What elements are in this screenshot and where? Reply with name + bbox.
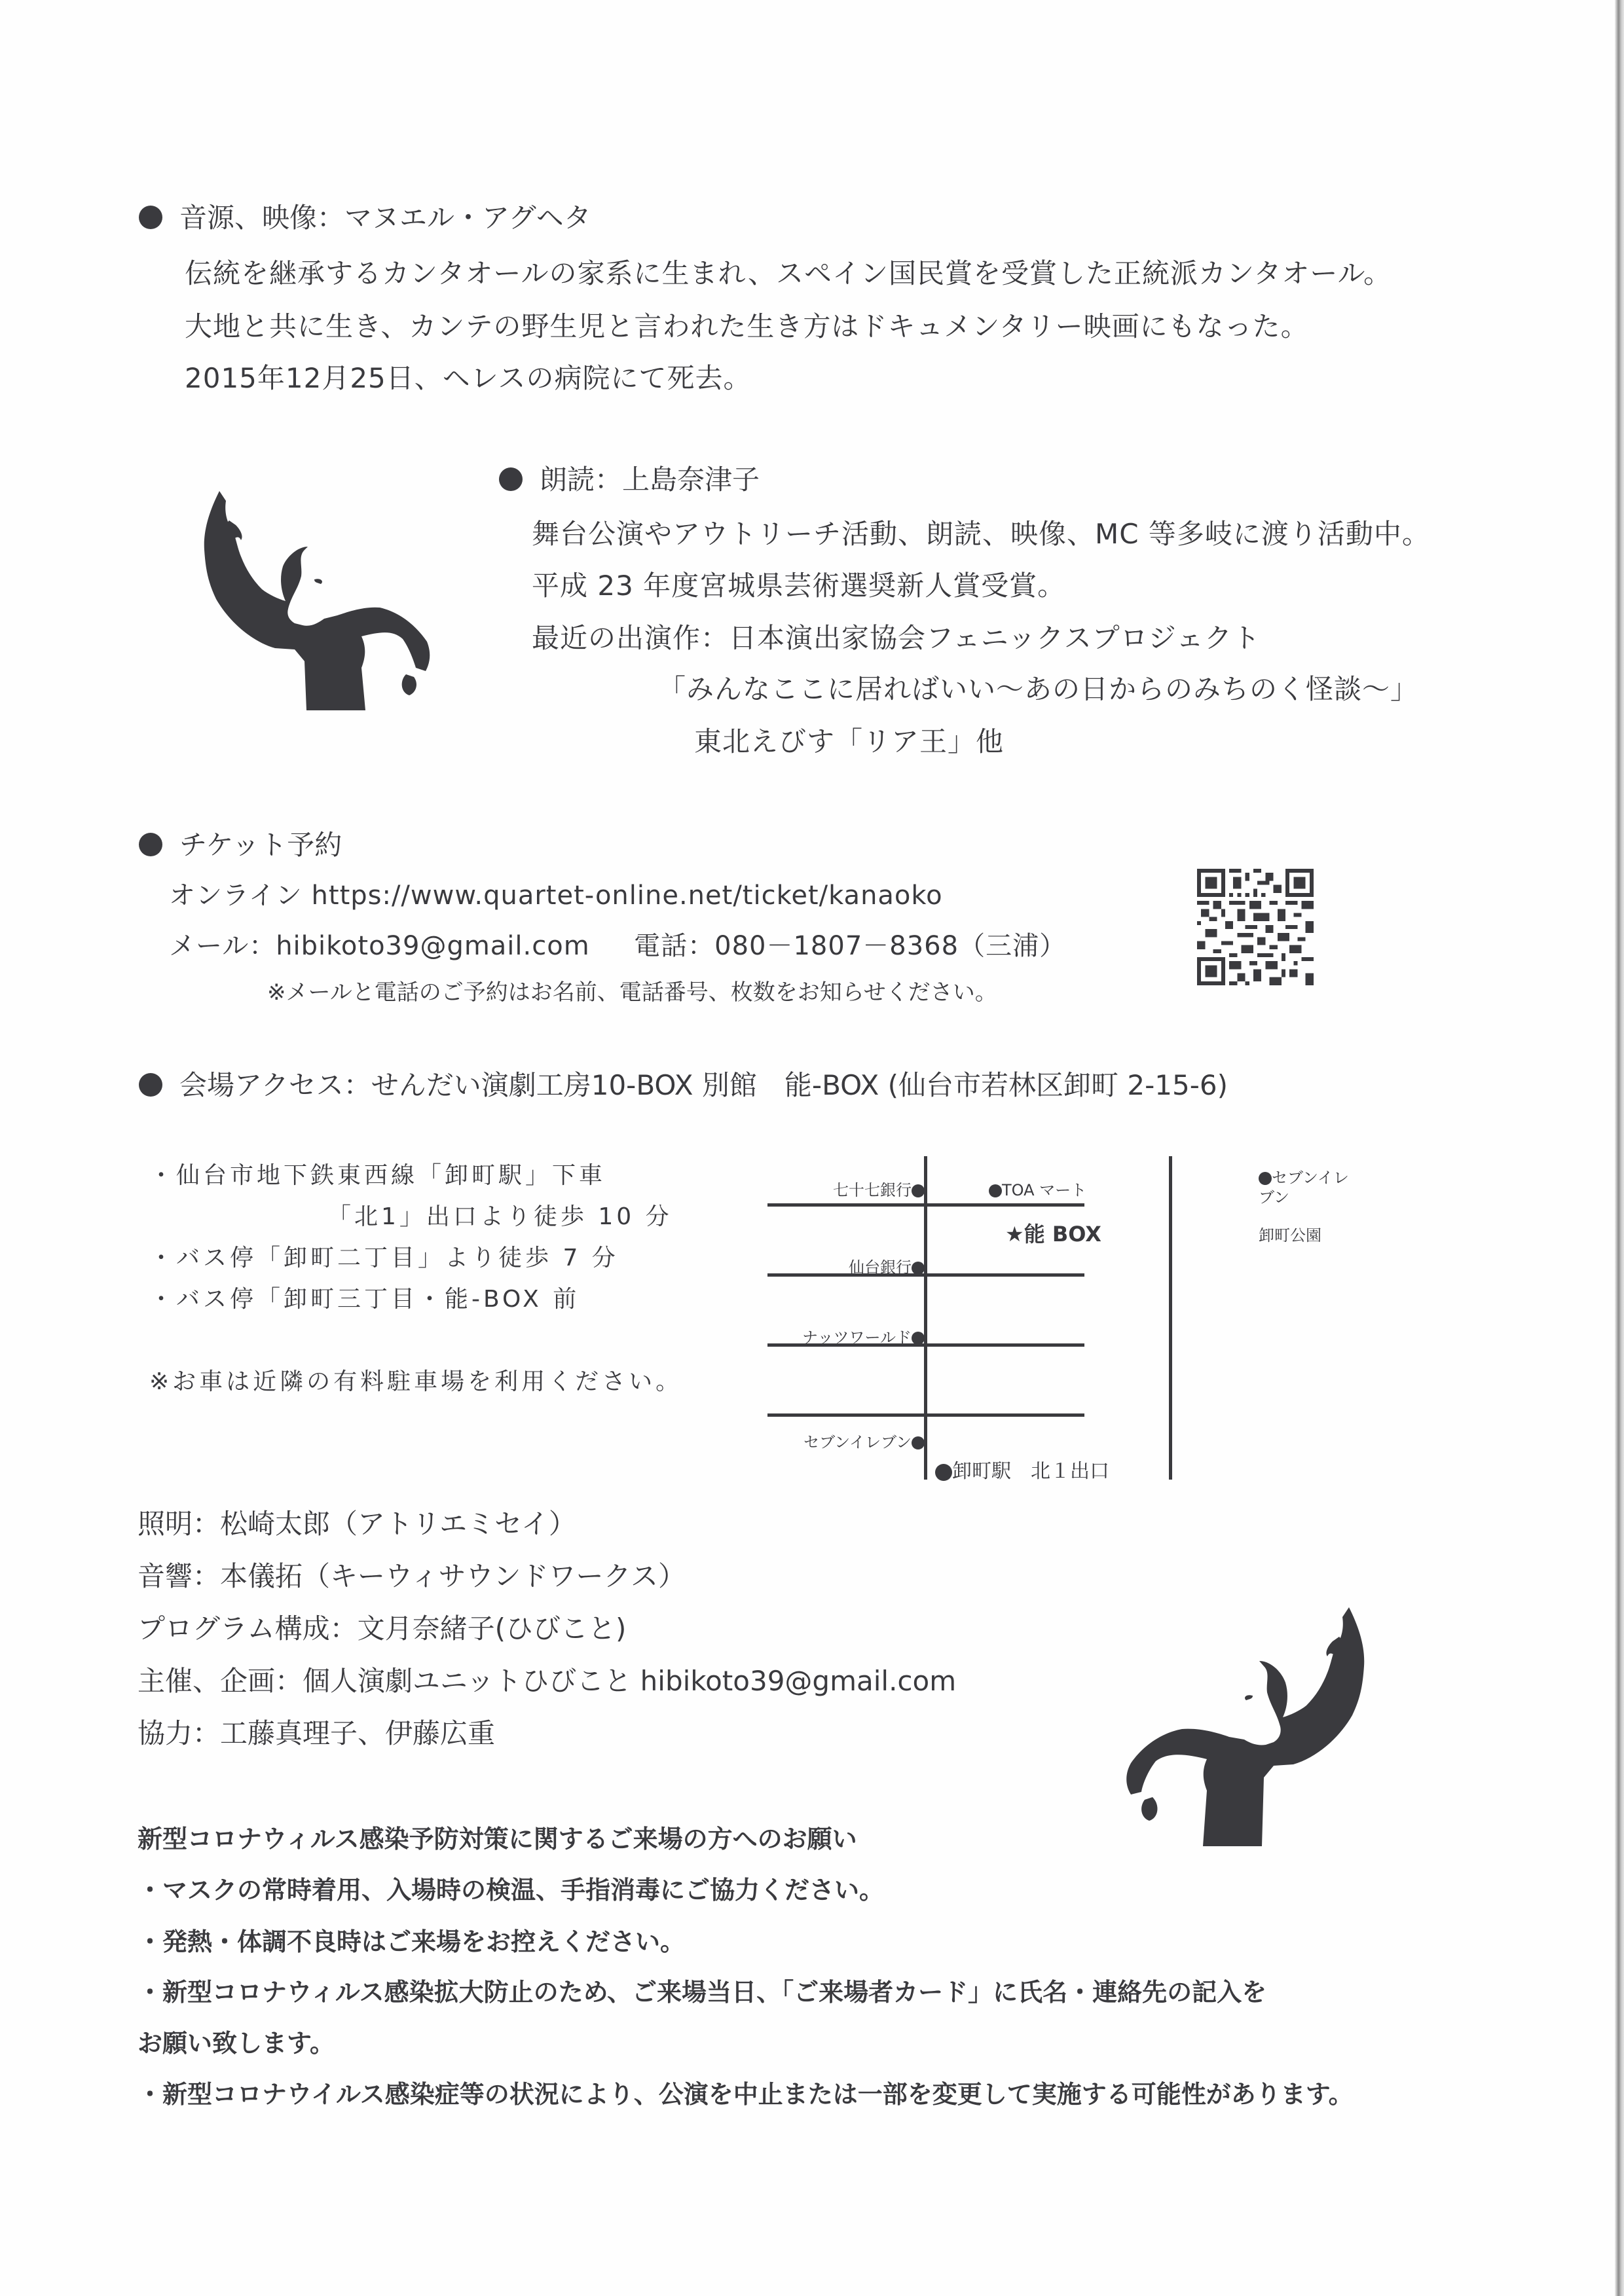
location-dot-icon	[912, 1262, 925, 1275]
ticket-online-row	[169, 875, 943, 912]
street-v2	[1169, 1156, 1172, 1480]
music-line-1: 伝統を継承するカンタオールの家系に生まれ、スペイン国民賞を受賞した正統派カンタオール。	[185, 257, 1392, 289]
online-label: オンライン	[169, 881, 303, 911]
dancer-silhouette-icon	[1103, 1601, 1378, 1850]
phone-number: 080－1807－8368	[714, 931, 959, 961]
ticket-heading-text: チケット予約	[179, 829, 342, 861]
landmark-sendai-bank	[849, 1254, 925, 1277]
ticket-heading	[139, 824, 342, 863]
ticket-contact-row	[169, 925, 1066, 962]
phone-contact: （三浦）	[959, 931, 1067, 961]
venue-marker-nobox: ★能 BOX	[1005, 1222, 1101, 1247]
reading-line-3: 最近の出演作：日本演出家協会フェニックスプロジェクト	[532, 622, 1261, 654]
notice-item-1: ・マスクの常時着用、入場時の検温、手指消毒にご協力ください。	[138, 1876, 885, 1904]
music-heading	[139, 196, 591, 236]
bullet-icon	[139, 1073, 162, 1097]
reading-heading-text: 朗読：上島奈津子	[540, 464, 760, 496]
landmark-nuts-label: ナッツワールド	[802, 1328, 912, 1347]
landmark-seven-bottom	[803, 1429, 925, 1452]
reading-line-1: 舞台公演やアウトリーチ活動、朗読、映像、MC 等多岐に渡り活動中。	[532, 518, 1430, 550]
credit-organizer: 主催、企画：個人演劇ユニットひびこと hibikoto39@gmail.com	[138, 1665, 957, 1697]
music-heading-text: 音源、映像：マヌエル・アグヘタ	[179, 202, 591, 234]
dancer-silhouette-icon	[190, 484, 439, 714]
landmark-toa	[989, 1177, 1086, 1200]
landmark-station-label: 卸町駅 北１出口	[952, 1460, 1109, 1483]
mail-label: メール：	[169, 931, 276, 961]
scan-edge-shadow	[1615, 0, 1624, 2296]
location-dot-icon	[935, 1464, 952, 1481]
access-line-2: 「北1」出口より徒歩 10 分	[327, 1203, 673, 1230]
landmark-seven-top-label-1: セブンイレ	[1272, 1169, 1349, 1187]
credit-cooperation: 協力：工藤真理子、伊藤広重	[138, 1717, 496, 1749]
location-dot-icon	[912, 1184, 925, 1197]
venue-heading-text: 会場アクセス：せんだい演劇工房10-BOX 別館 能-BOX (仙台市若林区卸町 2-15-6)	[179, 1069, 1228, 1101]
access-line-1: ・仙台市地下鉄東西線「卸町駅」下車	[149, 1162, 606, 1189]
reading-work-2: 東北えびす「リア王」他	[694, 725, 1005, 757]
location-dot-icon	[1259, 1172, 1272, 1185]
location-dot-icon	[912, 1436, 925, 1449]
landmark-bank77-label: 七十七銀行	[833, 1181, 912, 1199]
access-line-4: ・バス停「卸町三丁目・能-BOX 前	[149, 1286, 580, 1313]
landmark-nuts	[802, 1324, 925, 1347]
music-line-2: 大地と共に生き、カンテの野生児と言われた生き方はドキュメンタリー映画にもなった。	[185, 310, 1309, 342]
credit-program: プログラム構成：文月奈緒子(ひびこと)	[138, 1613, 627, 1645]
landmark-seven-bottom-label: セブンイレブン	[803, 1433, 912, 1451]
ticket-note: ※メールと電話のご予約はお名前、電話番号、枚数をお知らせください。	[267, 979, 997, 1006]
notice-item-4: ・新型コロナウイルス感染症等の状況により、公演を中止または一部を変更して実施する可能性があります。	[138, 2080, 1354, 2109]
reading-line-2: 平成 23 年度宮城県芸術選奨新人賞受賞。	[532, 570, 1066, 602]
bullet-icon	[139, 833, 162, 856]
landmark-seven-top	[1259, 1168, 1349, 1207]
landmark-seven-top-label-2: ブン	[1259, 1188, 1290, 1207]
credit-sound: 音響：本儀拓（キーウィサウンドワークス）	[138, 1560, 686, 1592]
landmark-bank77	[833, 1177, 925, 1200]
landmark-sendai-bank-label: 仙台銀行	[849, 1258, 912, 1277]
location-dot-icon	[989, 1184, 1002, 1197]
location-dot-icon	[912, 1332, 925, 1345]
venue-heading	[139, 1064, 1228, 1103]
notice-item-3-cont: お願い致します。	[138, 2029, 335, 2058]
bullet-icon	[499, 467, 523, 491]
online-url-link[interactable]: https://www.quartet-online.net/ticket/kanaoko	[311, 881, 943, 911]
access-map	[760, 1152, 1362, 1483]
reading-heading	[499, 458, 760, 498]
landmark-toa-label: TOA マート	[1002, 1181, 1087, 1199]
access-line-3: ・バス停「卸町二丁目」より徒歩 7 分	[149, 1245, 619, 1271]
bullet-icon	[139, 206, 162, 229]
credit-lighting: 照明：松崎太郎（アトリエミセイ）	[138, 1508, 576, 1540]
notice-title: 新型コロナウィルス感染予防対策に関するご来場の方へのお願い	[138, 1825, 857, 1853]
notice-item-3: ・新型コロナウィルス感染拡大防止のため、ご来場当日、「ご来場者カード」に氏名・連絡先の記入を	[138, 1978, 1267, 2007]
qr-code-icon[interactable]	[1197, 869, 1314, 985]
parking-note: ※お車は近隣の有料駐車場を利用ください。	[149, 1368, 683, 1395]
music-line-3: 2015年12月25日、ヘレスの病院にて死去。	[185, 362, 752, 394]
notice-item-2: ・発熱・体調不良時はご来場をお控えください。	[138, 1927, 686, 1956]
reading-work-1: 「みんなここに居ればいい～あの日からのみちのく怪談～」	[658, 673, 1419, 705]
landmark-park: 卸町公園	[1259, 1226, 1321, 1245]
mail-link[interactable]: hibikoto39@gmail.com	[276, 931, 590, 961]
phone-label: 電話：	[634, 931, 715, 961]
landmark-station	[935, 1455, 1109, 1484]
